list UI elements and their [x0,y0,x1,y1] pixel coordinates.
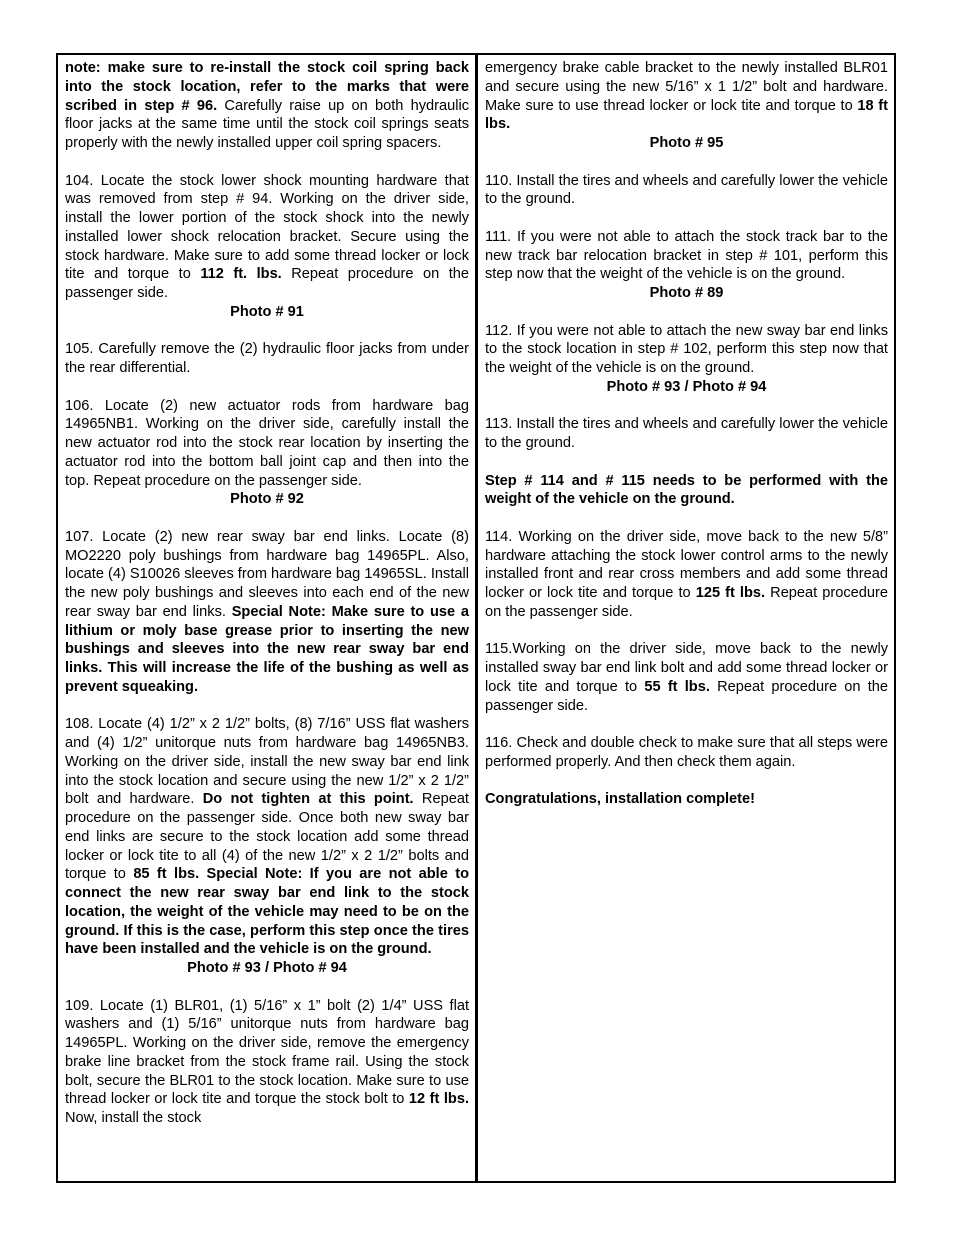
completion-text: Congratulations, installation complete! [485,791,756,808]
step-111 [485,228,888,303]
photo-reference: Photo # 93 / Photo # 94 [606,378,767,395]
step-116: 116. Check and double check to make sure that all steps were performed properly. And then check them again. [485,735,888,770]
step-text: Repeat procedure on the passenger side. [485,678,889,714]
step-114 [485,528,888,622]
step-text: 104. Locate the stock lower shock mounting hardware that was removed from step # 94. Working on the driver side, install the lower portion of the stock shock into the newly installed lower shock relocation bracket. Secure using the stock hardware. Make sure to add some thread locker or lock tite and torque to [65,172,469,283]
step-text: Now, install the stock [65,1110,202,1126]
torque-value: 112 ft. lbs. [200,266,282,283]
step-text: 109. Locate (1) BLR01, (1) 5/16” x 1” bolt (2) 1/4” USS flat washers and (1) 5/16” unitorque nuts from hardware bag 14965PL. Working on the driver side, remove the emergency brake line bracket from the stock frame rail. Using the stock bolt, secure the BLR01 to the stock location. Make sure to use thread locker or lock tite and torque the stock bolt to [65,997,469,1108]
step-115 [485,640,888,715]
torque-value: 18 ft lbs. [485,97,888,133]
step-text: Repeat procedure on the passenger side. [65,266,469,301]
left-column [58,55,478,1181]
step-104 [65,172,469,322]
step-105: 105. Carefully remove the (2) hydraulic floor jacks from under the rear differential. [65,341,469,376]
step-text: 114. Working on the driver side, move back to the new 5/8” hardware attaching the stock lower control arms to the newly installed front and rear cross members and add some thread locker or lock tite and torque to [485,528,888,601]
instruction-table [56,53,896,1183]
step-103-continued [65,59,469,153]
step-109 [65,997,469,1128]
photo-reference: Photo # 95 [649,135,724,151]
step-106 [65,397,469,510]
step-text: emergency brake cable bracket to the newly installed BLR01 and secure using the new 5/16” x 1 1/2” bolt and hardware. Make sure to use thread locker or lock tite and torque to [485,60,888,114]
right-column [478,55,894,1181]
coil-spring-note: note: make sure to re-install the stock coil spring back into the stock location, refer to the marks that were scribed in step # 96. [65,60,469,114]
torque-value: 55 ft lbs. [644,678,710,695]
photo-reference: Photo # 91 [230,303,304,320]
step-113: 113. Install the tires and wheels and carefully lower the vehicle to the ground. [485,416,888,451]
step-text: 107. Locate (2) new rear sway bar end links. Locate (8) MO2220 poly bushings from hardware bag 14965PL. Also, locate (4) S10026 sleeves from hardware bag 14965SL. Install the new poly bushings and sleeves into each end of the new rear sway bar end links. [65,528,470,620]
photo-reference: Photo # 93 / Photo # 94 [187,960,347,976]
completion-message [485,790,888,809]
step-112 [485,322,888,397]
special-note: Special Note: Make sure to use a lithium or moly base grease prior to inserting the new bushings and sleeves into the new rear sway bar end links. This will increase the life of the bushing as well as prevent squeaking. [65,603,469,695]
warning-text: Do not tighten at this point. [202,791,414,808]
step-108 [65,715,469,978]
step-107 [65,528,469,697]
step-text: 115.Working on the driver side, move back to the newly installed sway bar end link bolt and add some thread locker or lock tite and torque to [485,641,888,695]
step-text: 112. If you were not able to attach the new sway bar end links to the stock location in step # 102, perform this step now that the weight of the vehicle is on the ground. [485,322,888,376]
step-text: Repeat procedure on the passenger side. [485,585,888,620]
step-text: Repeat procedure on the passenger side. Once both new sway bar end links are secure to the stock location add some thread locker or lock tite to all (4) of the new 1/2” x 2 1/2” bolts and torque to [65,791,469,883]
step-text: 108. Locate (4) 1/2” x 2 1/2” bolts, (8) 7/16” USS flat washers and (4) 1/2” unitorque nuts from hardware bag 14965NB3. Working on the driver side, install the new sway bar end link into the stock location and secure using the new 1/2” x 2 1/2” bolt and hardware. [65,716,469,808]
note-114-115 [485,472,888,510]
spacer-text [199,866,206,882]
torque-value: 125 ft lbs. [695,585,766,601]
step-110: 110. Install the tires and wheels and carefully lower the vehicle to the ground. [485,172,888,208]
torque-value: 85 ft lbs. [133,866,200,883]
step-text: 111. If you were not able to attach the stock track bar to the new track bar relocation bracket in step # 101, perform this step now that the weight of the vehicle is on the ground. [485,228,888,283]
step-text: 106. Locate (2) new actuator rods from hardware bag 14965NB1. Working on the driver side, carefully install the new actuator rod into the stock rear location by inserting the actuator rod into the bottom ball joint cap and then into the top. Repeat procedure on the passenger side. [65,397,469,489]
special-note: Special Note: If you are not able to connect the new rear sway bar end link to the stock location, the weight of the vehicle may need to be on the ground. If this is the case, perform this step once the tires have been installed and the vehicle is on the ground. [65,866,469,958]
photo-reference: Photo # 92 [230,491,304,508]
photo-reference: Photo # 89 [649,285,724,301]
torque-value: 12 ft lbs. [408,1091,470,1108]
ground-weight-note: Step # 114 and # 115 needs to be performed with the weight of the vehicle on the ground. [485,472,888,508]
step-text: Carefully raise up on both hydraulic floor jacks at the same time until the stock coil springs seats properly with the newly installed upper coil spring spacers. [65,97,469,151]
step-109-continued [485,59,888,153]
